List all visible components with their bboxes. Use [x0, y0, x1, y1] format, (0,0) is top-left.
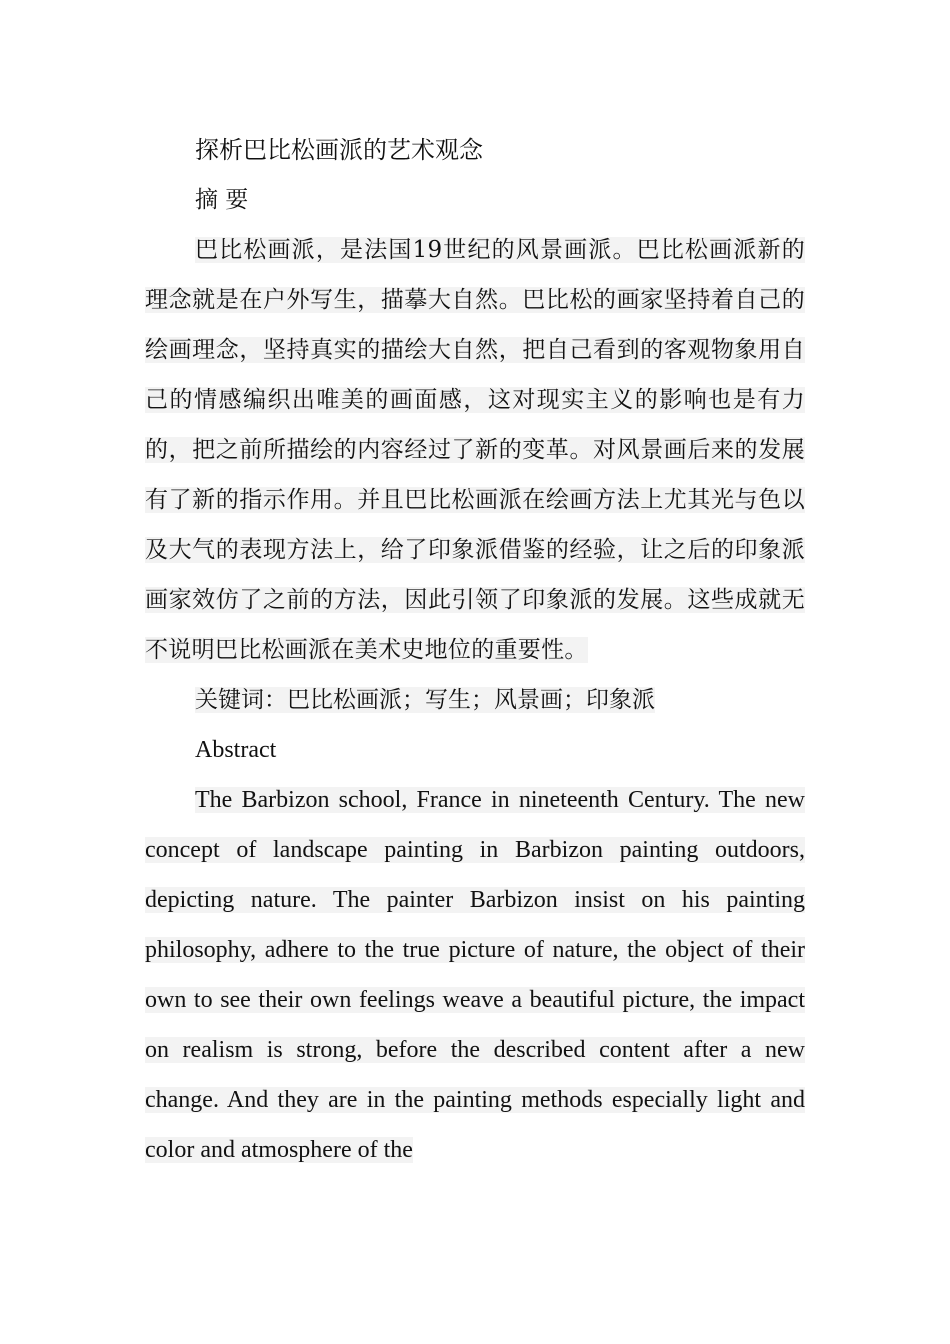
abstract-zh-text: 巴比松画派，是法国19世纪的风景画派。巴比松画派新的理念就是在户外写生，描摹大自然。巴比松的画家坚持着自己的绘画理念，坚持真实的描绘大自然，把自己看到的客观物象用自己的情感编织出唯美的画面感，这对现实主义的影响也是有力的，把之前所描绘的内容经过了新的变革。对风景画后来的发展有了新的指示作用。并且巴比松画派在绘画方法上尤其光与色以及大气的表现方法上，给了印象派借鉴的经验，让之后的印象派画家效仿了之前的方法，因此引领了印象派的发展。这些成就无不说明巴比松画派在美术史地位的重要性。	[145, 237, 805, 663]
keywords-zh-text: 关键词：巴比松画派；写生；风景画；印象派	[195, 687, 655, 713]
abstract-zh-body	[145, 225, 805, 675]
document-title: 探析巴比松画派的艺术观念	[195, 136, 483, 164]
document-page	[145, 125, 805, 1175]
abstract-en-heading: Abstract	[195, 737, 277, 763]
abstract-en-body	[145, 775, 805, 1175]
abstract-en-text: The Barbizon school, France in nineteenth Century. The new concept of landscape painting in Barbizon painting outdoors, depicting nature. The painter Barbizon insist on his painting philosophy, adhere to the true picture of nature, the object of their own to see their own feelings weave a beautiful picture, the impact on realism is strong, before the described content after a new change. And they are in the painting methods especially light and color and atmosphere of the	[145, 787, 805, 1163]
abstract-zh-heading: 摘 要	[195, 187, 249, 213]
keywords-zh	[195, 675, 805, 725]
